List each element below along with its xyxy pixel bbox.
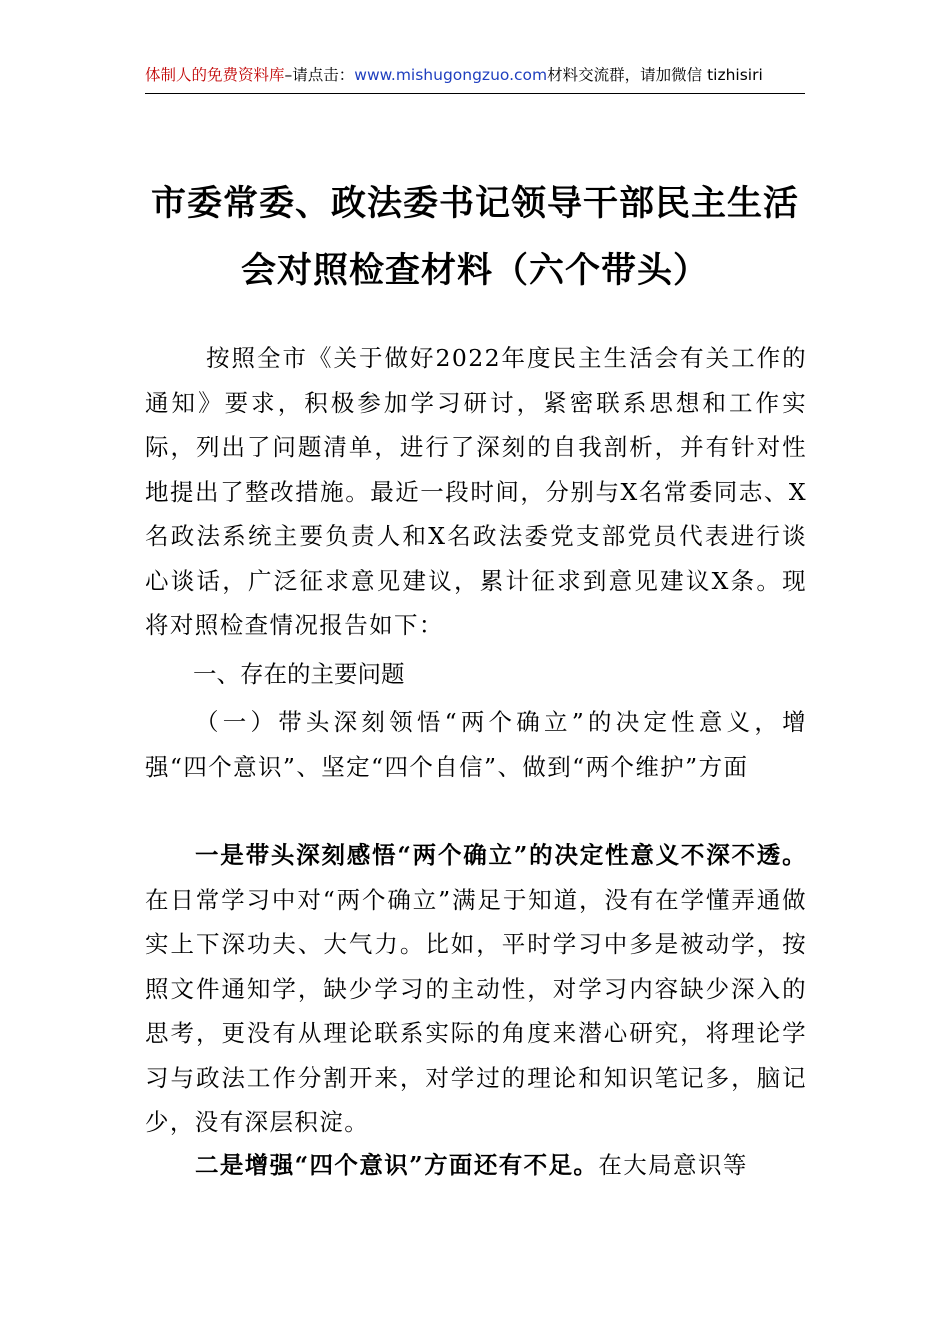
site-header — [145, 62, 805, 92]
subsection-heading: （一）带头深刻领悟“两个确立”的决定性意义，增强“四个意识”、坚定“四个自信”、做到“两个维护”方面 — [145, 708, 807, 781]
point-one-lead: 一是带头深刻感悟“两个确立”的决定性意义不深不透。 — [195, 841, 807, 869]
header-brand: 体制人的免费资料库 — [145, 66, 285, 84]
header-suffix: 材料交流群，请加微信 tizhisiri — [547, 66, 763, 84]
intro-paragraph: 按照全市《关于做好2022年度民主生活会有关工作的通知》要求，积极参加学习研讨，紧密联系思想和工作实际，列出了问题清单，进行了深刻的自我剖析，并有针对性地提出了整改措施。最近一段时间，分别与X名常委同志、X名政法系统主要负责人和X名政法委党支部党员代表进行谈心谈话，广泛征求意见建议，累计征求到意见建议X条。现将对照检查情况报告如下： — [145, 344, 807, 639]
point-one-body: 在日常学习中对“两个确立”满足于知道，没有在学懂弄通做实上下深功夫、大气力。比如，平时学习中多是被动学，按照文件通知学，缺少学习的主动性，对学习内容缺少深入的思考，更没有从理论联系实际的角度来潜心研究，将理论学习与政法工作分割开来，对学过的理论和知识笔记多，脑记少，没有深层积淀。 — [145, 885, 807, 1136]
header-divider — [145, 93, 805, 94]
point-two-lead: 二是增强“四个意识”方面还有不足。 — [195, 1151, 599, 1179]
point-one-paragraph — [145, 833, 807, 1145]
section-heading: 一、存在的主要问题 — [193, 660, 405, 688]
header-prompt: –请点击： — [284, 66, 355, 84]
document-title-line-2: 会对照检查材料（六个带头） — [240, 250, 709, 291]
point-two-paragraph — [145, 1143, 807, 1188]
point-two-body: 在大局意识等 — [598, 1151, 748, 1179]
header-url-link[interactable]: www.mishugongzuo.com — [354, 66, 548, 84]
document-title-line-1: 市委常委、政法委书记领导干部民主生活 — [150, 183, 799, 224]
